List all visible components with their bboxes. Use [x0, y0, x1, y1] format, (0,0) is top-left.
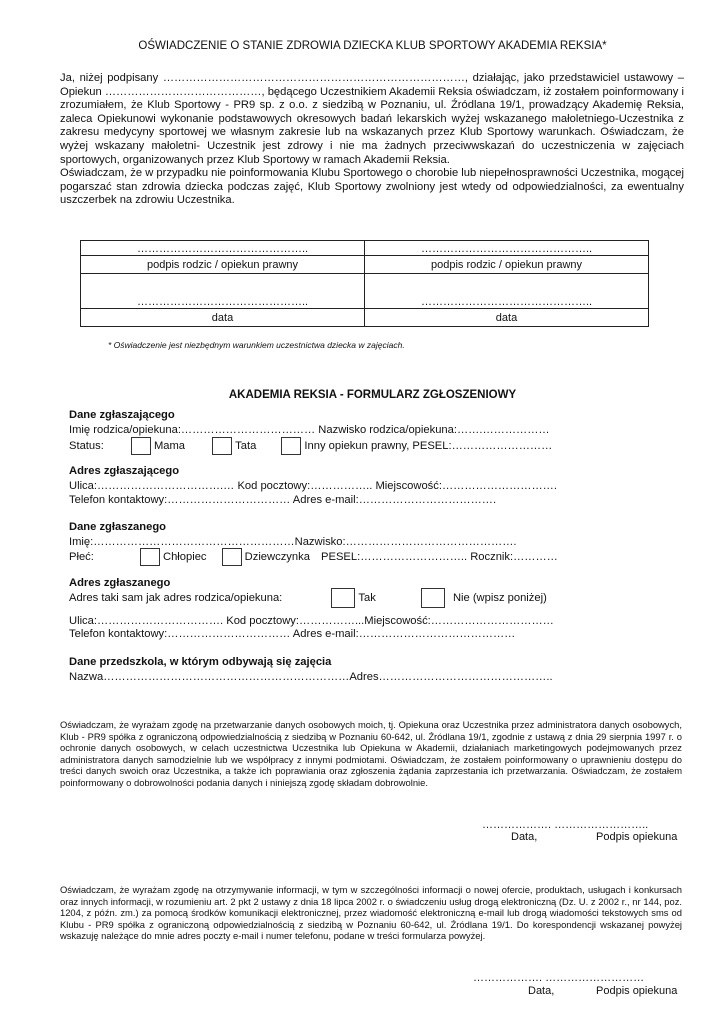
tata-checkbox[interactable]	[212, 437, 232, 455]
pesel-birthyear-line[interactable]: PESEL:……………………….. Rocznik:…………	[321, 550, 558, 563]
parent-signature-label-left: podpis rodzic / opiekun prawny	[81, 256, 365, 274]
consent1-date-label: Data,	[511, 831, 538, 843]
girl-checkbox[interactable]	[222, 548, 242, 566]
footnote: * Oświadczenie jest niezbędnym warunkiem uczestnictwa dziecka w zajęciach.	[108, 340, 405, 350]
consent2-signature-dots[interactable]: ………………. ………………………	[473, 972, 645, 984]
same-address-no-label: Nie (wpisz poniżej)	[452, 591, 547, 604]
kindergarten-line[interactable]: Nazwa…………………………………………………………Adres………………………………………..	[69, 671, 553, 683]
status-label: Status:	[69, 439, 104, 452]
child-gender-row	[69, 548, 558, 566]
form-title: AKADEMIA REKSIA - FORMULARZ ZGŁOSZENIOWY	[228, 389, 517, 401]
marketing-consent	[60, 884, 682, 942]
data-processing-consent-text: Oświadczam, że wyrażam zgodę na przetwarzanie danych osobowych moich, tj. Opiekuna oraz Uczestnika przez administratora danych osobowych, Klub - PR9 spółka z ograniczoną odpowiedzialnością z siedzibą w Poznaniu 60-642, ul. Źródlana 19/1, zgodnie z ustawą z dnia 29 sierpnia 1997 r. o ochronie danych osobowych, w celach uczestnictwa Uczestnika lub Opiekuna w Akademii, działaniach marketingowych podejmowanych przez administratora danych samodzielnie lub we współpracy z innymi podmiotami. Oświadczam, że zostałem poinformowany o uprawnieniu dostępu do treści danych swoich oraz Uczestnika, a także ich poprawiania oraz zgłoszenia żądania zaprzestania ich przetwarzania. Oświadczam, że zostałem poinformowany o dobrowolności podania danych i niniejszą zgodę składam dobrowolnie.	[60, 719, 682, 788]
boy-checkbox[interactable]	[140, 548, 160, 566]
parent-signature-dots-left[interactable]: ………………………………………..	[81, 241, 365, 256]
mama-label: Mama	[153, 439, 186, 452]
date-label-right: data	[365, 309, 649, 327]
other-guardian-checkbox[interactable]	[281, 437, 301, 455]
same-address-row	[69, 588, 547, 608]
consent1-signature-label: Podpis opiekuna	[596, 831, 678, 843]
statement-paragraph-1: Ja, niżej podpisany ………………………………………………………………………, działając, jako przedstawiciel ustawowy – Opiekun ……………………………………, będącego Uczestnikiem Akademii Reksia oświadczam, iż zostałem poinformowany i zrozumiałem, że Klub Sportowy - PR9 sp. z o.o. z siedzibą w Poznaniu, ul. Źródlana 19/1, prowadzący Akademię Reksia, zaleca Opiekunowi wykonanie podstawowych okresowych badań lekarskich wyżej wskazanego małoletniego-Uczestnika z zakresu medycyny sportowej we własnym zakresie lub na wskazanych przez Klub Sportowy warunkach. Oświadczam, że wyżej wskazany małoletni- Uczestnik jest zdrowy i nie ma żadnych przeciwwskazań do uczestniczenia w zajęciach sportowych, organizowanych przez Klub Sportowy w ramach Akademii Reksia.	[60, 72, 684, 166]
mama-checkbox[interactable]	[131, 437, 151, 455]
applicant-status-row	[69, 437, 552, 455]
same-address-label: Adres taki sam jak adres rodzica/opiekuna:	[69, 591, 283, 604]
statement-title: OŚWIADCZENIE O STANIE ZDROWIA DZIECKA KLUB SPORTOWY AKADEMIA REKSIA*	[138, 40, 607, 52]
same-address-no-checkbox[interactable]	[421, 588, 445, 608]
same-address-yes-checkbox[interactable]	[331, 588, 355, 608]
parent-signature-dots-right[interactable]: ………………………………………..	[365, 241, 649, 256]
gender-label: Płeć:	[69, 550, 94, 563]
boy-label: Chłopiec	[162, 550, 207, 563]
section-kindergarten-header: Dane przedszkola, w którym odbywają się zajęcia	[69, 656, 332, 668]
consent2-signature-label: Podpis opiekuna	[596, 985, 678, 997]
data-processing-consent	[60, 719, 682, 789]
child-street-line[interactable]: Ulica:……………………………. Kod pocztowy:……………...Miejscowość:……………………………	[69, 615, 554, 627]
same-address-yes-label: Tak	[358, 591, 376, 604]
child-name-line[interactable]: Imię:………………………………………………Nazwisko:……………………………………….	[69, 536, 517, 548]
statement-body	[60, 72, 684, 208]
consent2-date-label: Data,	[528, 985, 555, 997]
marketing-consent-text: Oświadczam, że wyrażam zgodę na otrzymywanie informacji, w tym w szczególności informacji o nowej ofercie, produktach, usługach i konkursach oraz innych informacji, w rozumieniu art. 2 pkt 2 ustawy z dnia 18 lipca 2002 r. o świadczeniu usług drogą elektroniczną (Dz. U. z 2002 r., nr 144, poz. 1204, z późn. zm.) za pomocą środków komunikacji elektronicznej, przez wiadomość elektroniczną e-mail lub drogą wiadomości tekstowych sms od Klubu - PR9 spółka z ograniczoną odpowiedzialnością z siedzibą w Poznaniu 60-642, ul. Źródlana 19/1. Do korespondencji wskazanej powyżej wskazuję należące do mnie adres poczty e-mail i numer telefonu, podane w treści formularza powyżej.	[60, 884, 682, 942]
section-applicant-address-header: Adres zgłaszającego	[69, 465, 180, 477]
date-dots-right[interactable]: ………………………………………..	[365, 274, 649, 309]
parent-signature-label-right: podpis rodzic / opiekun prawny	[365, 256, 649, 274]
section-child-header: Dane zgłaszanego	[69, 521, 166, 533]
child-contact-line[interactable]: Telefon kontaktowy:…………………………… Adres e-mail:……………………………………	[69, 628, 516, 640]
date-dots-left[interactable]: ………………………………………..	[81, 274, 365, 309]
signature-table	[80, 240, 649, 327]
date-label-left: data	[81, 309, 365, 327]
other-guardian-label: Inny opiekun prawny, PESEL:………………………	[304, 439, 553, 452]
applicant-name-line[interactable]: Imię rodzica/opiekuna:……………………………… Nazwisko rodzica/opiekuna:…….………………	[69, 424, 550, 436]
section-child-address-header: Adres zgłaszanego	[69, 577, 171, 589]
applicant-contact-line[interactable]: Telefon kontaktowy:…………………………… Adres e-mail:……………………………….	[69, 494, 497, 506]
tata-label: Tata	[235, 439, 257, 452]
consent1-signature-dots[interactable]: ………………. ……………………..	[482, 819, 649, 831]
statement-paragraph-2: Oświadczam, że w przypadku nie poinformowania Klubu Sportowego o chorobie lub niepełnosprawności Uczestnika, mogącej pogarszać stan zdrowia dziecka podczas zajęć, Klub Sportowy zwolniony jest wtedy od odpowiedzialności, za ewentualny uszczerbek na zdrowiu Uczestnika.	[60, 167, 684, 207]
applicant-street-line[interactable]: Ulica:…………………………….… Kod pocztowy:…………….. Miejscowość:………………………….	[69, 480, 557, 492]
girl-label: Dziewczynka	[244, 550, 310, 563]
section-applicant-header: Dane zgłaszającego	[69, 409, 175, 421]
